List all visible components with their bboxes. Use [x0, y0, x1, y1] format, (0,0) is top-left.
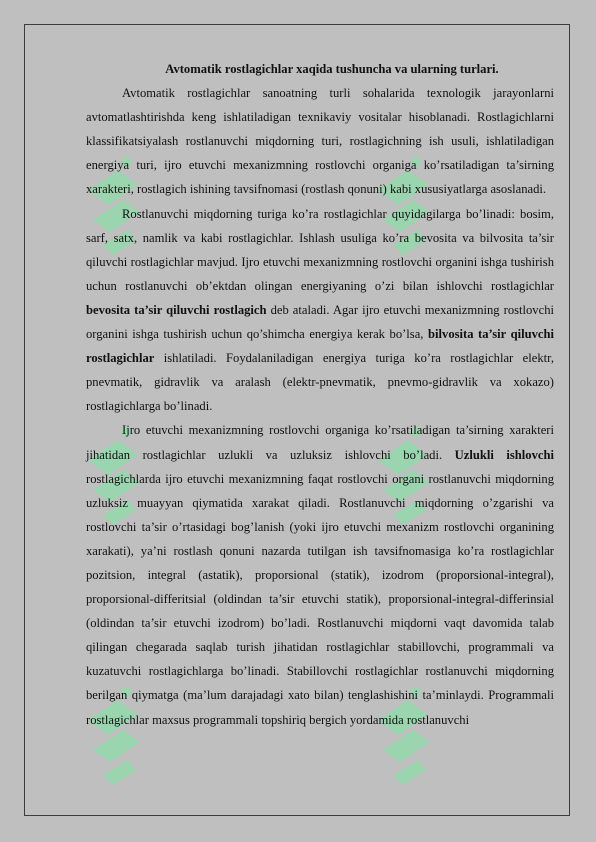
- text-run: Avtomatik rostlagichlar sanoatning turli sohalarida texnologik jarayonlarni avtomatlashtirishda keng ishlatiladigan texnikaviy vositalar hisoblanadi. Rostlagichlarni klassifikatsiyalash rostlanuvchi miqdorning turi, rostlagichning ish usuli, ishlatiladigan energiya turi, ijro etuvchi mexanizmning rostlovchi organiga ko’rsatiladigan ta’sirning xarakteri, rostlagich ishining tavsifnomasi (rostlash qonuni) kabi xususiyatlarga asoslanadi.: [86, 86, 554, 197]
- text-run: Rostlanuvchi miqdorning turiga ko’ra rostlagichlar quyidagilarga bo’linadi: bosim, sarf, satx, namlik va kabi rostlagichlar. Ishlash usuliga ko’ra bevosita va bilvosita ta’sir qiluvchi rostlagichlar mavjud. Ijro etuvchi mexanizmning rostlovchi organini ishga tushirish uchun rostlanuvchi ob’ektdan olingan energiyaning o’zi bilan ishlovchi rostlagichlar: [86, 206, 554, 293]
- bold-term: bilvosita ta’sir qiluvchi rostlagichlar: [86, 327, 554, 366]
- document-body: [86, 57, 554, 732]
- paragraph: [86, 81, 554, 201]
- bold-term: bevosita ta’sir qiluvchi rostlagich: [86, 302, 267, 317]
- text-run: ishlatiladi. Foydalaniladigan energiya turiga ko’ra rostlagichlar elektr, pnevmatik, gidravlik va aralash (elektr-pnevmatik, pnevmo-gidravlik va xokazo) rostlagichlarga bo’linadi.: [86, 351, 554, 414]
- bold-term: Uzlukli ishlovchi: [454, 447, 554, 462]
- text-run: deb ataladi. Agar ijro etuvchi mexanizmning rostlovchi organini ishga tushirish uchun qo’shimcha energiya kerak bo’lsa,: [86, 302, 554, 342]
- text-run: rostlagichlarda ijro etuvchi mexanizmning faqat rostlovchi organi rostlanuvchi miqdorning uzluksiz muayyan qiymatida xarakat qiladi. Rostlanuvchi miqdorning o’zgarishi va rostlovchi ta’sir o’rtasidagi bog’lanish (yoki ijro etuvchi mexanizm rostlovchi organining xarakati), ya’ni rostlash qonuni nazarda tutilgan ish tavsifnomasiga ko’ra rostlagichlar pozitsion, integral (astatik), proporsional (statik), izodrom (proporsional-integral), proporsional-differitsial (oldindan ta’sir etuvchi statik), proporsional-integral-differinsial (oldindan ta’sir etuvchi izodrom) bo’ladi. Rostlanuvchi miqdorni vaqt davomida talab qilingan chegarada saqlab turish jihatidan rostlagichlar stabillovchi, programmali va kuzatuvchi rostlagichlarga bo’linadi. Stabillovchi rostlagichlar rostlanuvchi miqdorning berilgan qiymatga (ma’lum darajadagi xato bilan) tenglashishini ta’minlaydi. Programmali rostlagichlar maxsus programmali topshiriq bergich yordamida rostlanuvchi: [86, 471, 554, 727]
- text-run: Ijro etuvchi mexanizmning rostlovchi organiga ko’rsatiladigan ta’sirning xarakteri jihatidan rostlagichlar uzlukli va uzluksiz ishlovchi bo’ladi.: [86, 423, 554, 462]
- document-title: Avtomatik rostlagichlar xaqida tushuncha va ularning turlari.: [165, 62, 499, 76]
- paragraph: [86, 202, 554, 419]
- paragraph: [86, 418, 554, 731]
